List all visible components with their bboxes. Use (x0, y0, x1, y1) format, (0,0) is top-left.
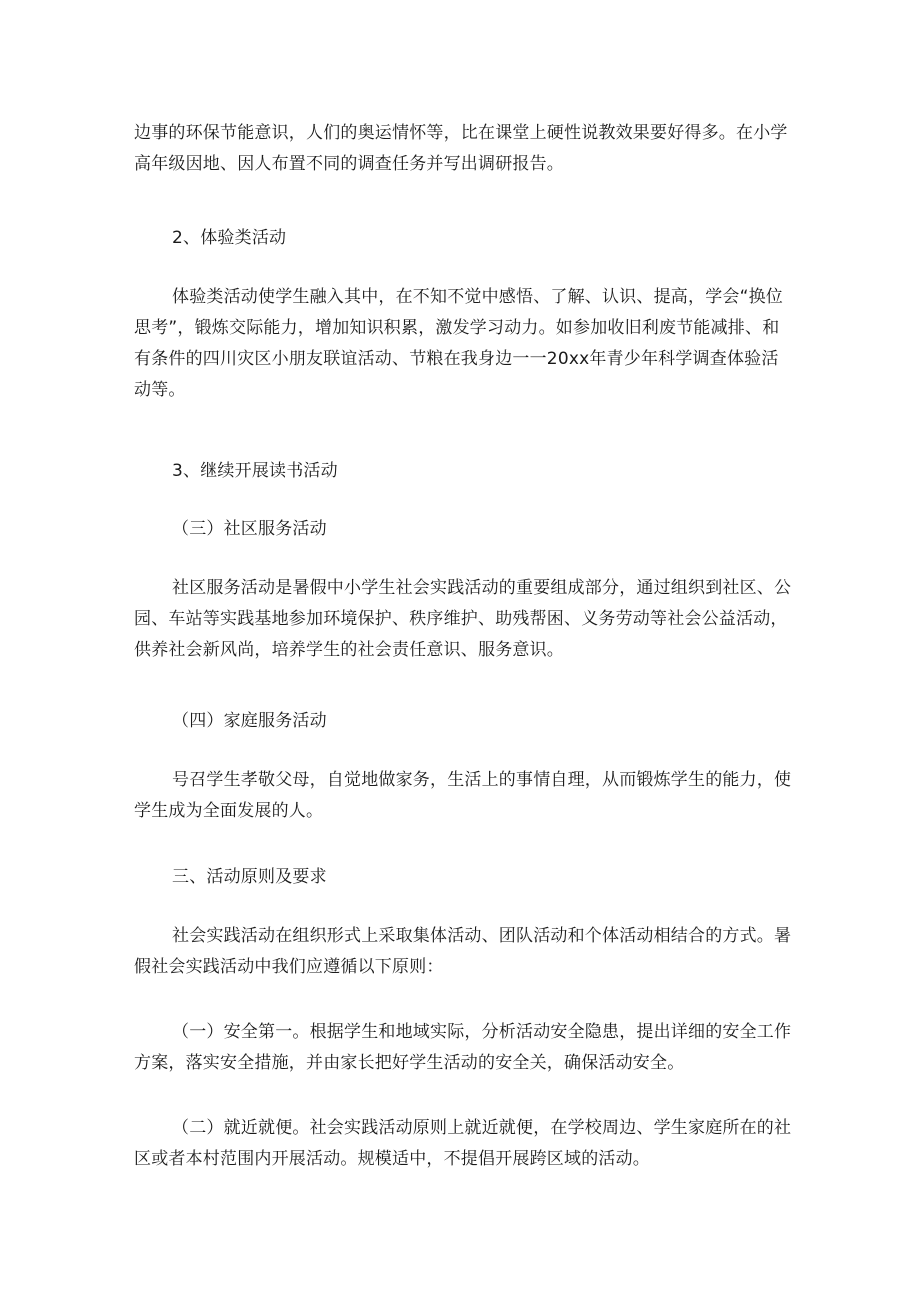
paragraph-family-service: 号召学生孝敬父母，自觉地做家务，生活上的事情自理，从而锻炼学生的能力，使学生成为全面发展的人。 (134, 770, 792, 821)
heading-reading-activities: 3、继续开展读书活动 (172, 461, 338, 481)
heading-family-service: （四）家庭服务活动 (172, 711, 327, 731)
heading-experience-activities: 2、体验类活动 (172, 228, 287, 248)
paragraph-nearby-convenience: （二）就近就便。社会实践活动原则上就近就便，在学校周边、学生家庭所在的社区或者本村范围内开展活动。规模适中，不提倡开展跨区域的活动。 (134, 1118, 792, 1169)
paragraph-environmental-awareness: 边事的环保节能意识，人们的奥运情怀等，比在课堂上硬性说教效果要好得多。在小学高年级因地、因人布置不同的调查任务并写出调研报告。 (134, 123, 788, 174)
paragraph-organization-form: 社会实践活动在组织形式上采取集体活动、团队活动和个体活动相结合的方式。暑假社会实践活动中我们应遵循以下原则： (134, 926, 792, 977)
paragraph-experience-activities: 体验类活动使学生融入其中，在不知不觉中感悟、了解、认识、提高，学会“换位思考”，锻炼交际能力，增加知识积累，激发学习动力。如参加收旧利废节能减排、和有条件的四川灾区小朋友联谊活动、节粮在我身边一一20xx年青少年科学调查体验活动等。 (134, 287, 784, 400)
heading-activity-principles: 三、活动原则及要求 (172, 867, 327, 887)
paragraph-safety-first: （一）安全第一。根据学生和地域实际，分析活动安全隐患，提出详细的安全工作方案，落实安全措施，并由家长把好学生活动的安全关，确保活动安全。 (134, 1022, 792, 1073)
paragraph-community-service: 社区服务活动是暑假中小学生社会实践活动的重要组成部分，通过组织到社区、公园、车站等实践基地参加环境保护、秩序维护、助残帮困、义务劳动等社会公益活动，供养社会新风尚，培养学生的社会责任意识、服务意识。 (134, 578, 792, 660)
heading-community-service: （三）社区服务活动 (172, 519, 327, 539)
